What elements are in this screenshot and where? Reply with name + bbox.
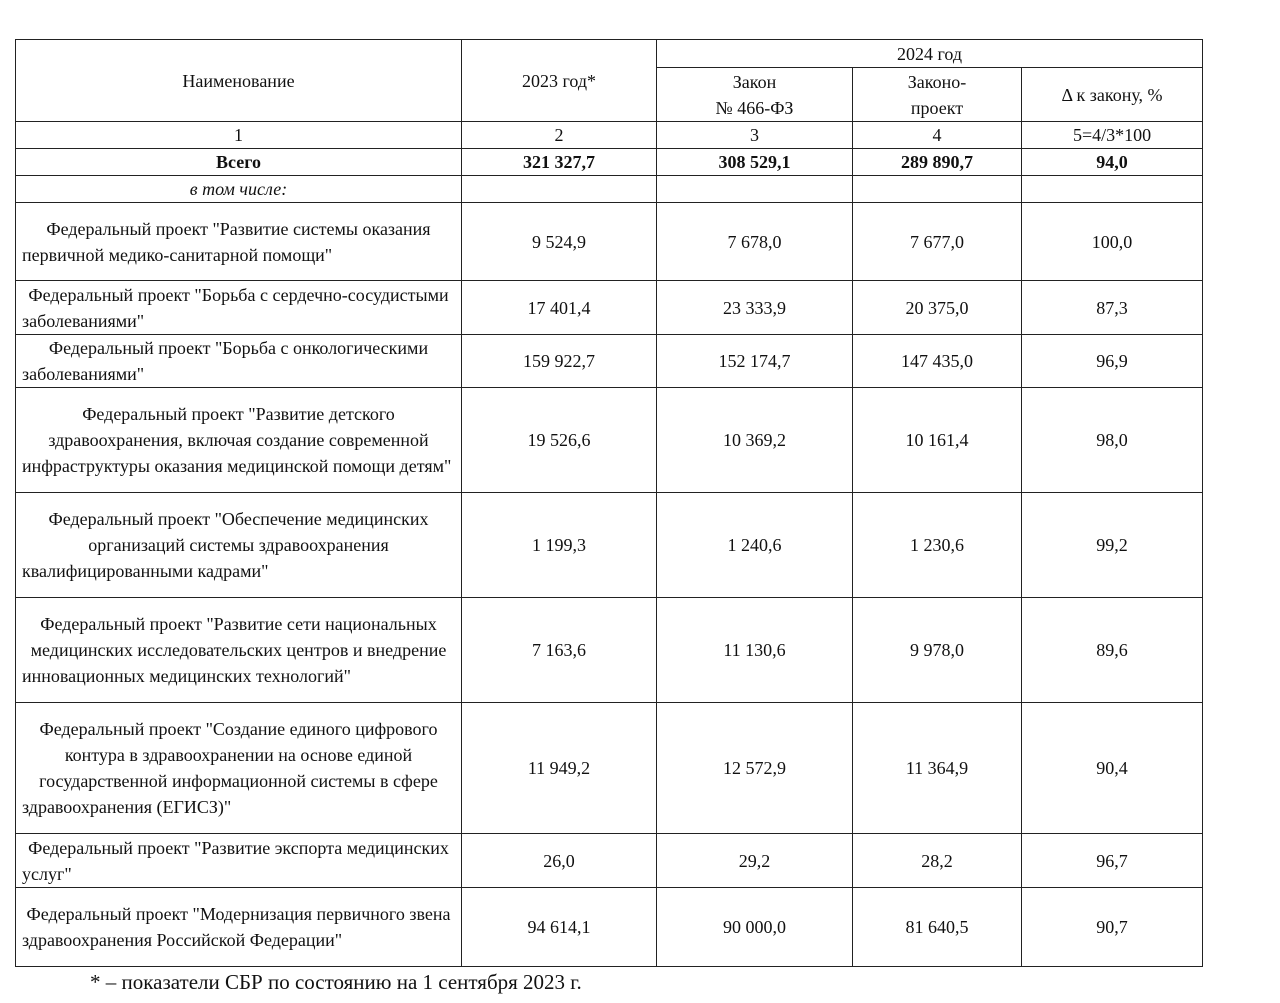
- value-draft: 20 375,0: [853, 281, 1022, 335]
- value-delta: 90,4: [1022, 703, 1203, 834]
- value-draft: 147 435,0: [853, 335, 1022, 388]
- project-name: Федеральный проект "Обеспечение медицинских организаций системы здравоохранения квалифицированными кадрами": [16, 493, 462, 598]
- value-2023: 11 949,2: [462, 703, 657, 834]
- value-2023: 9 524,9: [462, 203, 657, 281]
- value-delta: 100,0: [1022, 203, 1203, 281]
- table-row: [16, 388, 1203, 493]
- value-2023: 1 199,3: [462, 493, 657, 598]
- table-row: [16, 703, 1203, 834]
- col-number: 1: [16, 122, 462, 149]
- value-law: 23 333,9: [657, 281, 853, 335]
- value-draft: 9 978,0: [853, 598, 1022, 703]
- table-row: [16, 203, 1203, 281]
- value-2023: 159 922,7: [462, 335, 657, 388]
- value-draft: 7 677,0: [853, 203, 1022, 281]
- header-delta: Δ к закону, %: [1022, 68, 1203, 122]
- total-draft: 289 890,7: [853, 149, 1022, 176]
- value-law: 12 572,9: [657, 703, 853, 834]
- total-law: 308 529,1: [657, 149, 853, 176]
- project-name: Федеральный проект "Развитие сети национальных медицинских исследовательских центров и внедрение инновационных медицинских технологий": [16, 598, 462, 703]
- header-2023: 2023 год*: [462, 40, 657, 122]
- project-name: Федеральный проект "Борьба с онкологическими заболеваниями": [16, 335, 462, 388]
- value-2023: 26,0: [462, 834, 657, 888]
- header-law: Закон № 466-ФЗ: [657, 68, 853, 122]
- table-row: [16, 335, 1203, 388]
- project-name: Федеральный проект "Модернизация первичного звена здравоохранения Российской Федерации": [16, 888, 462, 967]
- project-name: Федеральный проект "Развитие экспорта медицинских услуг": [16, 834, 462, 888]
- budget-table: [15, 39, 1203, 967]
- project-name: Федеральный проект "Борьба с сердечно-сосудистыми заболеваниями": [16, 281, 462, 335]
- value-draft: 1 230,6: [853, 493, 1022, 598]
- total-delta: 94,0: [1022, 149, 1203, 176]
- table-row: [16, 493, 1203, 598]
- table-row: [16, 281, 1203, 335]
- header-2024: 2024 год: [657, 40, 1203, 68]
- footnote: * – показатели СБР по состоянию на 1 сентября 2023 г.: [90, 970, 582, 994]
- project-name: Федеральный проект "Развитие системы оказания первичной медико-санитарной помощи": [16, 203, 462, 281]
- col-number: 4: [853, 122, 1022, 149]
- total-row: [16, 149, 1203, 176]
- header-name: Наименование: [16, 40, 462, 122]
- value-law: 10 369,2: [657, 388, 853, 493]
- value-delta: 98,0: [1022, 388, 1203, 493]
- value-law: 90 000,0: [657, 888, 853, 967]
- header-row-1: [16, 40, 1203, 68]
- project-name: Федеральный проект "Развитие детского здравоохранения, включая создание современной инфраструктуры оказания медицинской помощи детям": [16, 388, 462, 493]
- value-2023: 94 614,1: [462, 888, 657, 967]
- value-law: 152 174,7: [657, 335, 853, 388]
- value-draft: 28,2: [853, 834, 1022, 888]
- value-law: 7 678,0: [657, 203, 853, 281]
- value-delta: 87,3: [1022, 281, 1203, 335]
- column-numbers-row: [16, 122, 1203, 149]
- header-draft: Законо- проект: [853, 68, 1022, 122]
- value-delta: 99,2: [1022, 493, 1203, 598]
- total-2023: 321 327,7: [462, 149, 657, 176]
- including-row: [16, 176, 1203, 203]
- value-draft: 81 640,5: [853, 888, 1022, 967]
- table-row: [16, 888, 1203, 967]
- value-2023: 19 526,6: [462, 388, 657, 493]
- value-2023: 17 401,4: [462, 281, 657, 335]
- value-delta: 89,6: [1022, 598, 1203, 703]
- value-draft: 10 161,4: [853, 388, 1022, 493]
- table-row: [16, 834, 1203, 888]
- value-delta: 90,7: [1022, 888, 1203, 967]
- col-number: 5=4/3*100: [1022, 122, 1203, 149]
- total-label: Всего: [16, 149, 462, 176]
- value-delta: 96,7: [1022, 834, 1203, 888]
- col-number: 3: [657, 122, 853, 149]
- value-law: 29,2: [657, 834, 853, 888]
- value-2023: 7 163,6: [462, 598, 657, 703]
- col-number: 2: [462, 122, 657, 149]
- value-law: 11 130,6: [657, 598, 853, 703]
- including-label: в том числе:: [16, 176, 462, 203]
- value-delta: 96,9: [1022, 335, 1203, 388]
- value-law: 1 240,6: [657, 493, 853, 598]
- project-name: Федеральный проект "Создание единого цифрового контура в здравоохранении на основе единой государственной информационной системы в сфере здравоохранения (ЕГИСЗ)": [16, 703, 462, 834]
- table-row: [16, 598, 1203, 703]
- value-draft: 11 364,9: [853, 703, 1022, 834]
